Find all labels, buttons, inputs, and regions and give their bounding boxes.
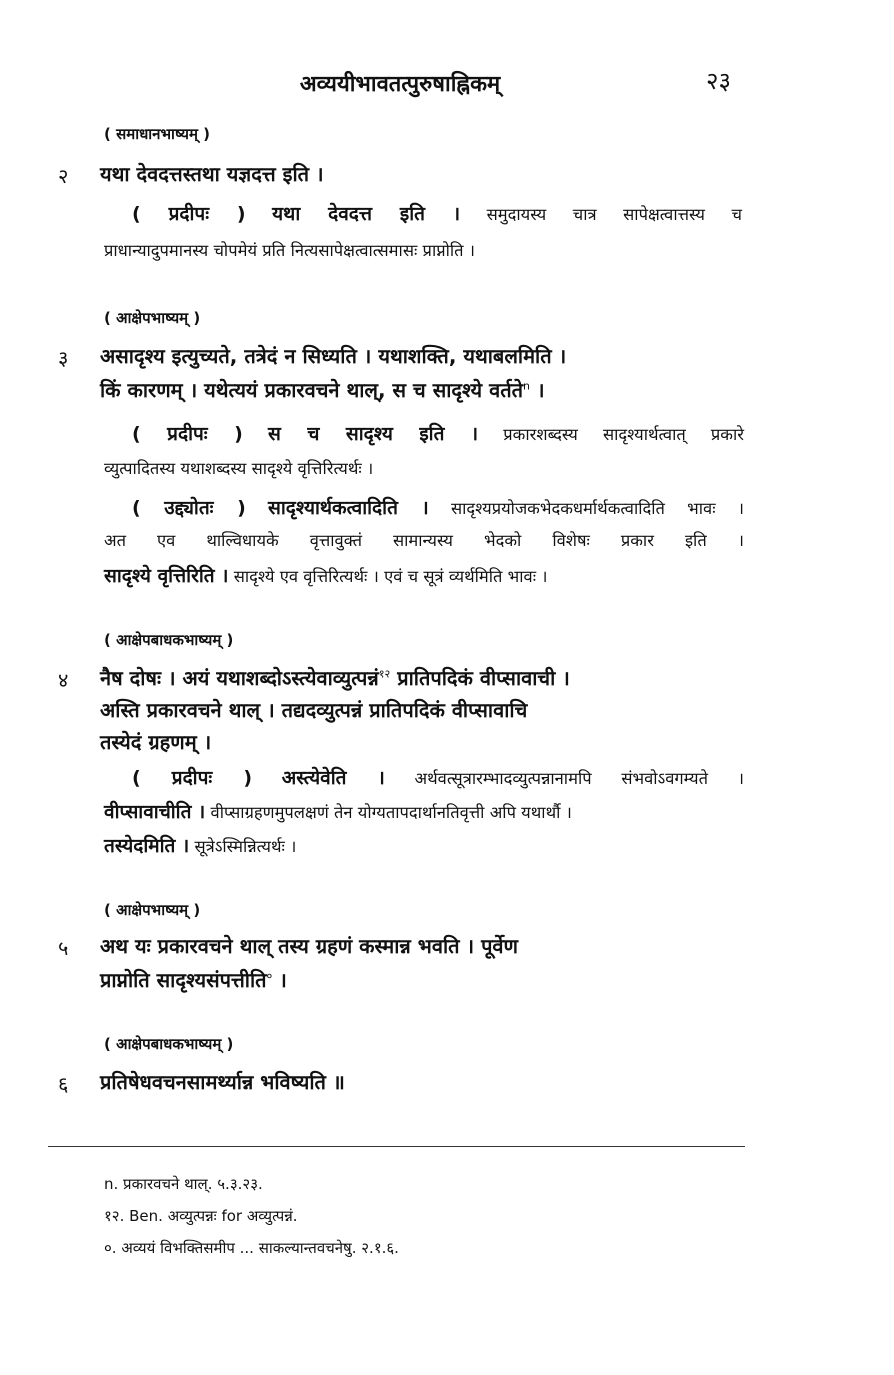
commentary-label: ( प्रदीपः ) — [132, 767, 252, 789]
commentary-line — [132, 200, 742, 226]
paragraph-number: २ — [58, 164, 69, 188]
bhashya-line: अथ यः प्रकारवचने थाल् तस्य ग्रहणं कस्मान्न भवति । पूर्वेण — [100, 934, 519, 958]
commentary-label: ( प्रदीपः ) — [132, 203, 246, 225]
page-number: २३ — [706, 67, 731, 95]
footnote: १२. Ben. अव्युत्पन्नः for अव्युत्पन्नं. — [104, 1207, 298, 1225]
section-heading: ( समाधानभाष्यम् ) — [104, 125, 211, 143]
commentary-line: व्युत्पादितस्य यथाशब्दस्य सादृश्ये वृत्तिरित्यर्थः । — [104, 459, 374, 478]
paragraph-number: ४ — [58, 668, 69, 692]
commentary-line — [132, 420, 744, 446]
bhashya-line — [100, 664, 570, 691]
section-heading: ( आक्षेपबाधकभाष्यम् ) — [104, 631, 234, 649]
subcommentary-line — [132, 494, 744, 520]
bhashya-line: प्रतिषेधवचनसामर्थ्यान्न भविष्यति ॥ — [100, 1070, 345, 1094]
paragraph-number: ५ — [58, 936, 69, 960]
footnote-marker: ० — [266, 969, 273, 983]
footnote-marker: n — [523, 379, 530, 393]
footnote-marker: १२ — [378, 667, 391, 681]
commentary-label: ( प्रदीपः ) — [132, 423, 243, 445]
running-title: अव्ययीभावतत्पुरुषाह्निकम् — [299, 72, 501, 97]
footnote-rule — [48, 1146, 745, 1147]
commentary-text: सूत्रेऽस्मिन्नित्यर्थः । — [194, 837, 297, 856]
danda: । — [272, 968, 287, 992]
bhashya-text: प्रातिपदिकं वीप्सावाची । — [390, 666, 570, 690]
bhashya-text: किं कारणम् । यथेत्ययं प्रकारवचने थाल्, स च सादृश्ये वर्तते — [100, 378, 524, 402]
commentary-line — [104, 798, 572, 824]
commentary-lemma: वीप्सावाचीति । — [104, 801, 206, 823]
bhashya-line: अस्ति प्रकारवचने थाल् । तद्यदव्युत्पन्नं प्रातिपदिकं वीप्सावाचि — [100, 698, 528, 722]
bhashya-line — [100, 966, 287, 993]
commentary-line — [104, 832, 296, 858]
commentary-lemma: तस्येदमिति । — [104, 835, 190, 857]
commentary-lemma: स च सादृश्य इति । — [267, 423, 479, 445]
subcommentary-label: ( उद्द्योतः ) — [132, 497, 246, 519]
paragraph-number: ३ — [58, 346, 69, 370]
section-heading: ( आक्षेपबाधकभाष्यम् ) — [104, 1035, 234, 1053]
commentary-text: प्रकारशब्दस्य सादृश्यार्थत्वात् प्रकारे — [503, 425, 744, 444]
commentary-text: समुदायस्य चात्र सापेक्षत्वात्तस्य च — [486, 205, 742, 224]
commentary-lemma: यथा देवदत्त इति । — [272, 203, 461, 225]
section-heading: ( आक्षेपभाष्यम् ) — [104, 309, 201, 327]
bhashya-text: नैष दोषः । अयं यथाशब्दोऽस्त्येवाव्युत्पन्नं — [100, 666, 379, 690]
subcommentary-lemma: सादृश्ये वृत्तिरिति । — [104, 565, 229, 587]
bhashya-line: यथा देवदत्तस्तथा यज्ञदत्त इति । — [100, 162, 324, 186]
paragraph-number: ६ — [58, 1072, 69, 1096]
bhashya-line: तस्येदं ग्रहणम् । — [100, 730, 212, 754]
commentary-lemma: अस्त्येवेति । — [281, 767, 385, 789]
section-heading: ( आक्षेपभाष्यम् ) — [104, 901, 201, 919]
subcommentary-lemma: सादृश्यार्थकत्वादिति । — [268, 497, 429, 519]
commentary-text: वीप्साग्रहणमुपलक्षणं तेन योग्यतापदार्थानतिवृत्ती अपि यथार्थौ । — [210, 803, 572, 822]
danda: । — [530, 378, 545, 402]
bhashya-text: प्राप्नोति सादृश्यसंपत्तीति — [100, 968, 267, 992]
bhashya-line — [100, 376, 545, 403]
commentary-text: अर्थवत्सूत्रारम्भादव्युत्पन्नानामपि संभवोऽवगम्यते । — [414, 769, 744, 788]
footnote: n. प्रकारवचने थाल्. ५.३.२३. — [104, 1175, 263, 1193]
subcommentary-text: सादृश्ये एव वृत्तिरित्यर्थः । एवं च सूत्रं व्यर्थमिति भावः । — [233, 567, 548, 586]
subcommentary-text: सादृश्यप्रयोजकभेदकधर्मार्थकत्वादिति भावः । — [450, 499, 745, 518]
bhashya-line: असादृश्य इत्युच्यते, तत्रेदं न सिध्यति । यथाशक्ति, यथाबलमिति । — [100, 344, 567, 368]
subcommentary-line: अत एव थाल्विधायके वृत्तावुक्तं सामान्यस्य भेदको विशेषः प्रकार इति । — [104, 531, 744, 550]
footnote: ०. अव्ययं विभक्तिसमीप ... साकल्यान्तवचनेषु. २.१.६. — [104, 1239, 399, 1257]
commentary-line: प्राधान्यादुपमानस्य चोपमेयं प्रति नित्यसापेक्षत्वात्समासः प्राप्नोति । — [104, 241, 476, 260]
commentary-line — [132, 764, 744, 790]
subcommentary-line — [104, 562, 548, 588]
